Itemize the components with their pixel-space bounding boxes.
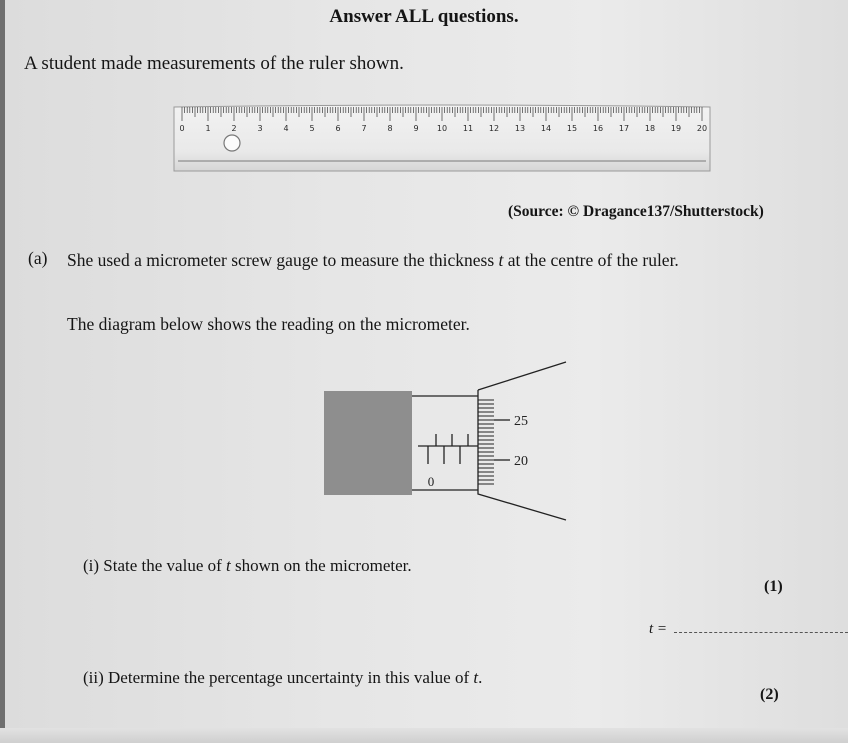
page-bottom-shadow (0, 728, 848, 743)
ruler-number: 17 (618, 124, 630, 133)
page-heading: Answer ALL questions. (329, 6, 519, 27)
ruler-number: 16 (592, 124, 604, 133)
sleeve-zero-label: 0 (427, 474, 435, 489)
ruler-number: 3 (257, 124, 263, 133)
ruler-number: 1 (205, 124, 211, 133)
ruler-number: 4 (283, 124, 289, 133)
part-ii-question (83, 668, 482, 688)
ruler-number: 6 (335, 124, 341, 133)
part-i-text-start: State the value of (103, 556, 227, 575)
part-ii-text-end: . (478, 668, 483, 687)
part-i-marks: (1) (764, 578, 783, 595)
ruler-number: 10 (436, 124, 448, 133)
micrometer-diagram (318, 348, 578, 533)
ruler-numbers (179, 124, 707, 133)
ruler-number: 20 (696, 124, 708, 133)
answer-line[interactable] (674, 632, 848, 633)
ruler-number: 14 (540, 124, 552, 133)
ruler-number: 11 (462, 124, 474, 133)
ruler-number: 9 (413, 124, 419, 133)
part-ii-label: (ii) (83, 668, 104, 687)
ruler-number: 18 (644, 124, 656, 133)
part-a-label: (a) (28, 248, 48, 268)
thimble-outline-upper (478, 362, 566, 390)
ruler-graphic (172, 101, 712, 173)
part-ii-marks: (2) (760, 686, 779, 703)
ruler-number: 13 (514, 124, 526, 133)
page-edge (0, 0, 5, 743)
thimble-label-20: 20 (514, 454, 528, 469)
part-i-question (83, 556, 412, 576)
diagram-intro: The diagram below shows the reading on the micrometer. (67, 314, 470, 334)
part-i-text-end: shown on the micrometer. (230, 556, 412, 575)
ruler-number: 12 (488, 124, 500, 133)
ruler-number: 0 (179, 124, 185, 133)
ruler-hole (224, 135, 240, 151)
part-a-variable: t (498, 250, 504, 270)
image-source: (Source: © Dragance137/Shutterstock) (508, 203, 764, 220)
intro-text: A student made measurements of the ruler shown. (24, 53, 404, 74)
ruler-number: 19 (670, 124, 682, 133)
ruler-ticks (182, 107, 702, 121)
ruler-number: 8 (387, 124, 393, 133)
part-ii-text-start: Determine the percentage uncertainty in this value of (108, 668, 474, 687)
ruler-photo (172, 101, 712, 173)
ruler-number: 7 (361, 124, 367, 133)
part-ii-variable: t (473, 668, 479, 687)
ruler-number: 2 (231, 124, 237, 133)
thimble-scale (478, 400, 494, 484)
micrometer-svg (318, 348, 578, 533)
part-a-text-end: at the centre of the ruler. (503, 250, 679, 270)
part-a-text-start: She used a micrometer screw gauge to measure the thickness (67, 250, 499, 270)
part-i-label: (i) (83, 556, 100, 575)
part-i-variable: t (226, 556, 231, 575)
ruler-number: 15 (566, 124, 578, 133)
ruler-number: 5 (309, 124, 315, 133)
answer-prefix: t = (649, 621, 668, 637)
micrometer-anvil (324, 391, 412, 495)
part-a-question (67, 248, 727, 272)
thimble-label-25: 25 (514, 414, 528, 429)
